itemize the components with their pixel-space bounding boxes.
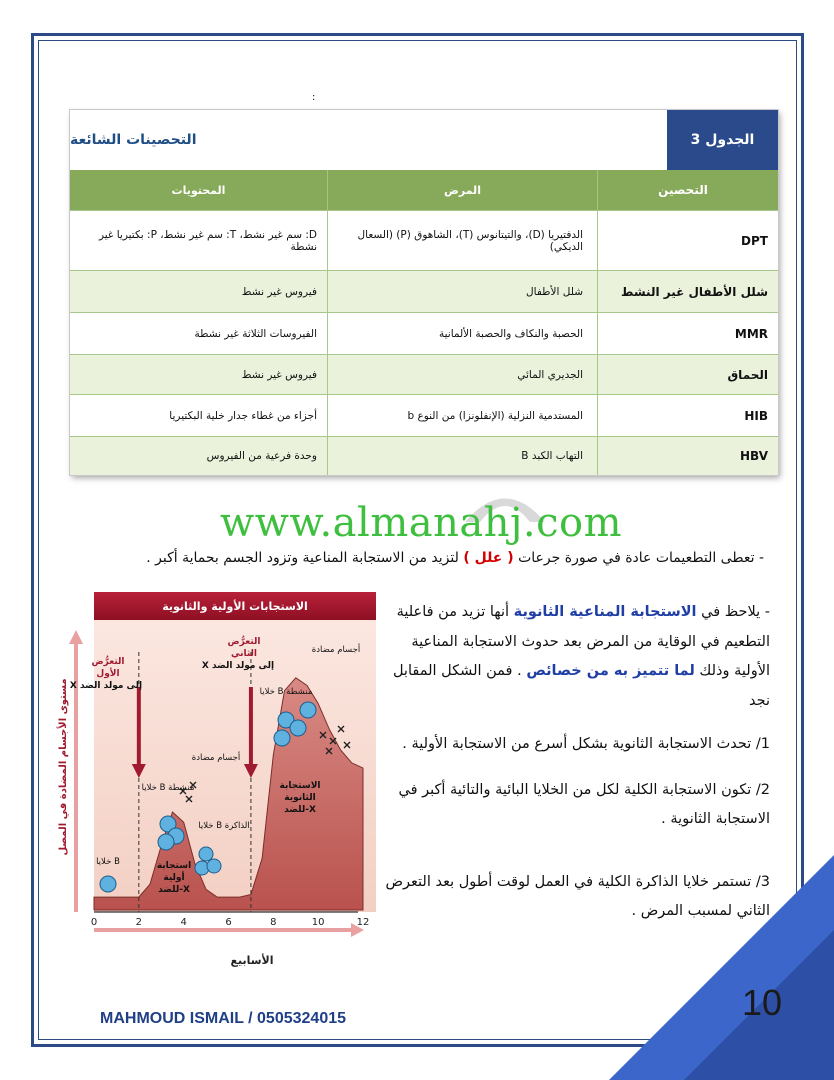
activated-b2-label: خلايا B منشطة — [259, 687, 313, 697]
cell-disease: الدفتيريا (D)، والتيتانوس (T)، الشاهوق (P) (السعال الديكي) — [327, 211, 598, 270]
cell-vaccine: HIB — [744, 408, 768, 423]
second-exposure-label-1: التعرُّض — [227, 637, 261, 647]
point-2: 2/ تكون الاستجابة الكلية لكل من الخلايا البائية والتائية أكبر في الاستجابة الثانوية . — [398, 782, 770, 827]
second-exposure-label-2: الثاني — [230, 649, 258, 659]
stray-colon: : — [312, 92, 316, 103]
page-number: 10 — [742, 982, 783, 1023]
watermark-text: www.almanahj.com — [220, 500, 623, 546]
intro-highlight: ( علل ) — [463, 550, 514, 566]
antibodies-label: أجسام مضادة — [191, 753, 241, 763]
table-row — [70, 270, 778, 312]
table-title: التحصينات الشائعة — [70, 132, 197, 148]
primary-label-2: أولية — [163, 873, 185, 883]
b-cell-icon — [100, 876, 116, 892]
cell-contents: فيروس غير نشط — [241, 368, 317, 381]
table-number: الجدول 3 — [667, 110, 778, 170]
cell-contents: فيروس غير نشط — [241, 285, 317, 298]
cell-vaccine: MMR — [734, 326, 768, 341]
x-tick-label: 10 — [311, 917, 325, 928]
cell-contents: أجزاء من غطاء جدار خلية البكتيريا — [169, 409, 317, 422]
cell-contents: الفيروسات الثلاثة غير نشطة — [194, 327, 317, 340]
x-tick-label: 4 — [180, 917, 187, 928]
cell-vaccine: الحماق — [727, 367, 768, 382]
y-axis-arrowhead — [69, 630, 83, 644]
x-tick-label: 6 — [225, 917, 232, 928]
secondary-label-3: للضد-X — [284, 805, 316, 815]
p1-e: . فمن الشكل المقابل نجد — [392, 663, 770, 710]
p1-c: أنها تزيد من فاعلية التطعيم في الوقاية من المرض بعد حدوث الاستجابة المناعية الأولية وذلك — [396, 604, 770, 680]
cell-contents: وحدة فرعية من الفيروس — [206, 450, 317, 462]
p1-a: - يلاحظ في — [701, 604, 770, 620]
paragraph-secondary-response — [385, 598, 770, 717]
p1-d: لما تتميز به من خصائص — [526, 663, 695, 680]
second-exposure-label-3: إلى مولد الضد X — [201, 661, 275, 671]
activated-b-label: خلايا B منشطة — [141, 783, 195, 793]
cell-vaccine: HBV — [740, 449, 768, 463]
x-tick-label: 2 — [135, 917, 143, 928]
chart-title: الاستجابات الأولية والثانوية — [94, 592, 376, 620]
cell-disease: الجديري المائي — [327, 355, 598, 394]
x-tick-label: 12 — [356, 917, 370, 928]
cell-vaccine: DPT — [741, 233, 768, 248]
antibody-response-figure — [58, 592, 382, 979]
table-row — [70, 210, 778, 270]
intro-line — [64, 550, 764, 566]
table-header-row — [70, 170, 778, 210]
x-tick-label: 8 — [270, 917, 277, 928]
x-tick-labels — [91, 917, 370, 928]
cell-contents: D: سم غير نشط، T: سم غير نشط، P: بكتيريا غير نشطة — [98, 228, 317, 253]
x-tick-label: 0 — [90, 917, 98, 928]
secondary-label-2: الثانوية — [284, 793, 316, 803]
point-3: 3/ تستمر خلايا الذاكرة الكلية في العمل لوقت أطول بعد التعرض الثاني لمسبب المرض . — [385, 874, 770, 919]
y-axis-label: مستوى الأجسام المضادة في المصل — [58, 678, 69, 856]
cell-disease: المستدمية النزلية (الإنفلونزا) من النوع b — [327, 395, 598, 436]
cell-disease: التهاب الكبد B — [327, 437, 598, 475]
cell-vaccine: شلل الأطفال غير النشط — [621, 284, 768, 299]
table-title-row — [70, 110, 778, 170]
p1-b: الاستجابة المناعية الثانوية — [513, 604, 697, 620]
header-disease: المرض — [327, 170, 598, 210]
intro-prefix: - تعطى التطعيمات عادة في صورة جرعات — [518, 550, 764, 566]
header-vaccine: التحصين — [658, 183, 708, 197]
first-exposure-label-3: إلى مولد الضد X — [69, 681, 143, 691]
x-axis-label: الأسابيع — [230, 954, 274, 967]
memory-b-label: خلايا B الذاكرة — [198, 821, 250, 831]
primary-label-1: استجابة — [156, 861, 192, 871]
primary-label-3: للضد-X — [158, 885, 190, 895]
vaccination-table — [70, 110, 778, 475]
first-exposure-label-2: الأول — [96, 669, 120, 679]
table-row — [70, 312, 778, 354]
b-cells-label: خلايا B — [96, 857, 120, 867]
secondary-label-1: الاستجابة — [279, 781, 321, 791]
table-row — [70, 436, 778, 475]
cell-disease: الحصبة والنكاف والحصبة الألمانية — [327, 313, 598, 354]
point-1: 1/ تحدث الاستجابة الثانوية بشكل أسرع من الاستجابة الأولية . — [402, 736, 770, 752]
cell-disease: شلل الأطفال — [327, 271, 598, 312]
antibody-chart-svg — [58, 592, 382, 979]
header-contents: المحتويات — [171, 183, 226, 197]
footer-author: MAHMOUD ISMAIL / 0505324015 — [100, 1010, 347, 1027]
intro-suffix: لتزيد من الاستجابة المناعية وتزود الجسم بحماية أكبر . — [146, 550, 459, 566]
table-row — [70, 354, 778, 394]
first-exposure-label-1: التعرُّض — [91, 657, 125, 667]
antibodies2-label: أجسام مضادة — [311, 645, 361, 655]
table-row — [70, 394, 778, 436]
